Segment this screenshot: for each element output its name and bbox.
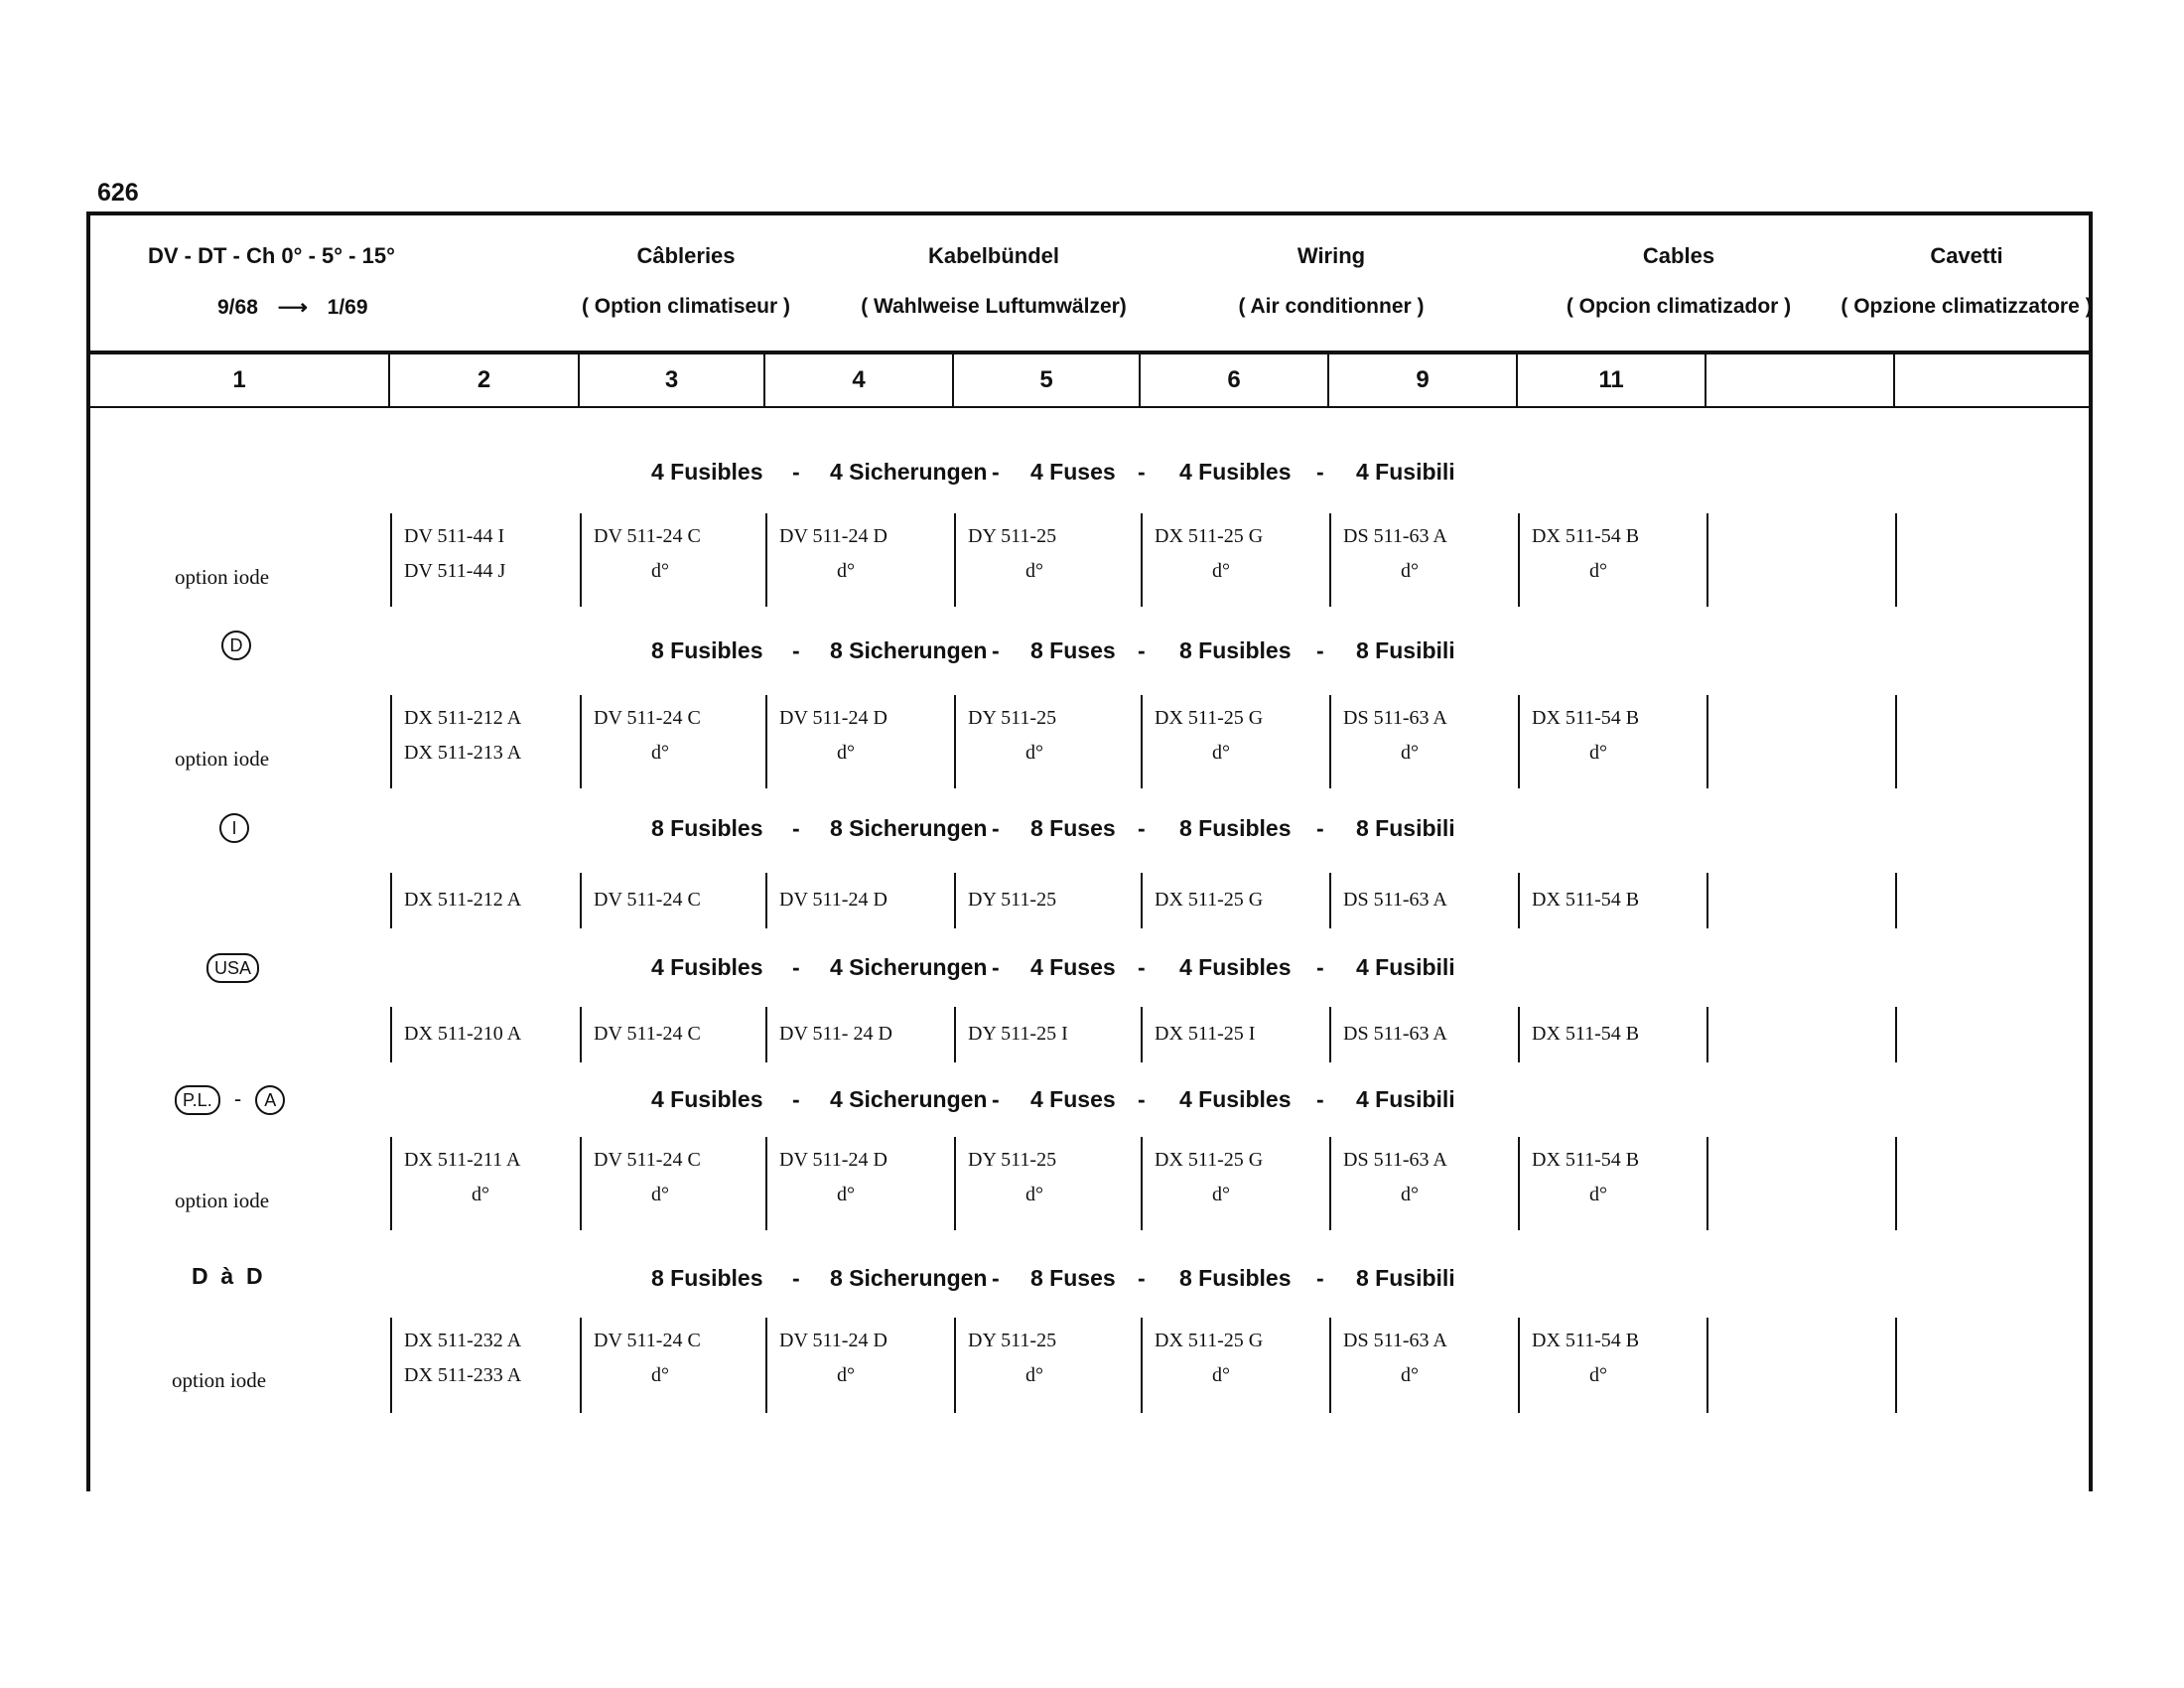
part-number: DX 511-54 B	[1532, 707, 1640, 729]
column-divider	[1895, 1007, 1897, 1062]
ditto-mark: d°	[1401, 742, 1419, 764]
ditto-mark: d°	[837, 742, 855, 764]
part-cell	[1141, 513, 1329, 607]
part-cell	[580, 1137, 765, 1230]
part-number: DY 511-25	[968, 1330, 1057, 1351]
column-number: 3	[580, 354, 765, 406]
column-number: 5	[954, 354, 1141, 406]
part-number: DS 511-63 A	[1343, 1149, 1447, 1171]
part-cell	[765, 695, 954, 788]
country-badge-d	[221, 631, 251, 660]
part-number: DX 511-25 G	[1155, 525, 1264, 547]
usa-badge-icon: USA	[206, 953, 259, 983]
ditto-mark: d°	[1025, 742, 1043, 764]
part-number: DX 511-210 A	[404, 1023, 522, 1045]
column-divider	[1895, 1318, 1897, 1413]
part-cell	[765, 1137, 954, 1230]
header-subtitle-it: ( Opzione climatizzatore )	[1841, 295, 2093, 318]
part-number: DX 511-54 B	[1532, 525, 1640, 547]
part-cell	[1329, 873, 1518, 928]
table-header	[90, 215, 2093, 354]
part-number: DV 511-24 C	[594, 707, 701, 729]
option-label: option iode	[175, 565, 270, 589]
part-cell	[580, 695, 765, 788]
period-from: 9/68	[217, 296, 258, 319]
part-cell	[1329, 1007, 1518, 1062]
header-subtitle-de: ( Wahlweise Luftumwälzer)	[861, 295, 1127, 318]
header-title-de: Kabelbündel	[927, 243, 1059, 268]
ditto-mark: d°	[1589, 560, 1607, 582]
part-cell	[765, 1007, 954, 1062]
part-number: DX 511-54 B	[1532, 889, 1640, 911]
header-subtitle-fr: ( Option climatiseur )	[581, 295, 791, 318]
ditto-mark: d°	[1401, 1184, 1419, 1205]
option-label: option iode	[175, 1189, 270, 1212]
part-cell	[580, 873, 765, 928]
country-badge-pl-a: P.L. - A	[175, 1085, 285, 1115]
part-cell	[390, 695, 580, 788]
circled-a-icon: A	[255, 1085, 285, 1115]
model-cell	[120, 215, 438, 351]
ditto-mark: d°	[651, 1184, 669, 1205]
header-col-fr	[527, 215, 845, 351]
column-divider	[1706, 513, 1708, 607]
arrow-icon: ⟶	[277, 296, 308, 319]
ditto-mark: d°	[651, 742, 669, 764]
part-cell	[1329, 1137, 1518, 1230]
part-cell	[580, 1007, 765, 1062]
part-cell	[954, 513, 1141, 607]
column-number: 9	[1329, 354, 1518, 406]
part-cell	[765, 1318, 954, 1413]
part-number: DV 511-24 D	[779, 1330, 887, 1351]
country-badge-usa	[206, 953, 259, 983]
part-number: DX 511-25 I	[1155, 1023, 1256, 1045]
part-number: DX 511-25 G	[1155, 707, 1264, 729]
column-divider	[1895, 513, 1897, 607]
part-number: DV 511-44 J	[404, 560, 506, 582]
part-number: DY 511-25 I	[968, 1023, 1068, 1045]
part-number: DV 511-24 C	[594, 1023, 701, 1045]
part-number: DS 511-63 A	[1343, 1023, 1447, 1045]
period-label	[217, 295, 535, 320]
circled-d-icon: D	[221, 631, 251, 660]
ditto-mark: d°	[1025, 560, 1043, 582]
column-divider	[1706, 695, 1708, 788]
part-number: DV 511- 24 D	[779, 1023, 892, 1045]
part-cell	[954, 695, 1141, 788]
part-number: DS 511-63 A	[1343, 525, 1447, 547]
header-col-it	[1798, 215, 2135, 351]
part-number: DX 511-25 G	[1155, 1330, 1264, 1351]
ditto-mark: d°	[1025, 1364, 1043, 1386]
ditto-mark: d°	[1025, 1184, 1043, 1205]
ditto-mark: d°	[1589, 1184, 1607, 1205]
part-cell	[765, 513, 954, 607]
ditto-mark: d°	[1212, 1184, 1230, 1205]
column-number: 11	[1518, 354, 1706, 406]
ditto-mark: d°	[1589, 742, 1607, 764]
period-to: 1/69	[327, 296, 368, 319]
column-divider	[1895, 695, 1897, 788]
header-title-fr: Câbleries	[636, 243, 736, 268]
part-number: DV 511-24 C	[594, 889, 701, 911]
part-number: DX 511-232 A	[404, 1330, 522, 1351]
circled-i-icon: I	[219, 813, 249, 843]
part-cell	[1518, 1137, 1706, 1230]
page-number: 626	[97, 179, 139, 207]
column-divider	[1706, 873, 1708, 928]
part-cell	[954, 1137, 1141, 1230]
ditto-mark: d°	[651, 1364, 669, 1386]
part-number: DS 511-63 A	[1343, 1330, 1447, 1351]
part-number: DX 511-25 G	[1155, 889, 1264, 911]
part-number: DX 511-213 A	[404, 742, 522, 764]
part-cell	[390, 873, 580, 928]
part-cell	[1518, 695, 1706, 788]
part-number: DX 511-54 B	[1532, 1149, 1640, 1171]
header-col-de	[815, 215, 1172, 351]
header-subtitle-es: ( Opcion climatizador )	[1566, 295, 1792, 318]
header-title-es: Cables	[1642, 243, 1715, 268]
part-number: DS 511-63 A	[1343, 889, 1447, 911]
column-number	[1706, 354, 1895, 406]
part-cell	[1329, 513, 1518, 607]
part-number: DX 511-233 A	[404, 1364, 522, 1386]
part-cell	[1329, 695, 1518, 788]
column-number-bar	[90, 354, 2089, 408]
part-cell	[580, 1318, 765, 1413]
part-number: DV 511-24 D	[779, 707, 887, 729]
ditto-mark: d°	[1212, 1364, 1230, 1386]
part-cell	[1518, 513, 1706, 607]
part-number: DY 511-25	[968, 889, 1057, 911]
part-cell	[954, 873, 1141, 928]
ditto-mark: d°	[472, 1184, 489, 1205]
column-divider	[1895, 873, 1897, 928]
ditto-mark: d°	[1212, 560, 1230, 582]
model-label: DV - DT - Ch 0° - 5° - 15°	[148, 243, 395, 268]
part-number: DV 511-24 C	[594, 525, 701, 547]
ditto-mark: d°	[837, 1364, 855, 1386]
column-number: 4	[765, 354, 954, 406]
part-cell	[390, 513, 580, 607]
ditto-mark: d°	[837, 1184, 855, 1205]
header-col-en	[1172, 215, 1490, 351]
part-cell	[390, 1137, 580, 1230]
part-number: DY 511-25	[968, 707, 1057, 729]
part-cell	[954, 1318, 1141, 1413]
part-cell	[1518, 1318, 1706, 1413]
part-cell	[390, 1318, 580, 1413]
ditto-mark: d°	[1212, 742, 1230, 764]
part-number: DX 511-212 A	[404, 707, 522, 729]
parts-table: DV - DT - Ch 0° - 5° - 15° 9/68 ⟶ 1/69 Câbleries ( Option climatiseur ) Kabelbündel ( Wahlweise Luftumwälzer) Wiring ( Air conditionner ) Cables ( Opcion climatizador ) Cavetti ( Opzione climatizzatore ) 1 2 3 4 5 6 9 11 4 Fusibles - 4 Sicherungen - 4 Fuses - 4 Fusibles - 4 Fusibili 8 Fusibles - 8 Sicherungen - 8 Fuses - 8 Fusibles - 8 Fusibili 8 Fusibles - 8 Sicherungen - 8 Fuses - 8 Fusibles - 8 Fusibili 4 Fusibles - 4 Sicherungen - 4 Fuses - 4 Fusibles - 4 Fusibili 4 Fusibles - 4 Sicherungen - 4 Fuses - 4 Fusibles - 4 Fusibili 8 Fusibles - 8 Sicherungen - 8 Fuses - 8 Fusibles - 8 Fusibili option iode D option iode I USA P.L. - A option iode D à D option iode DV 511-44 I DV 511-44 J DV 511-24 C d° DV 511-24 D d° DY 511-25 d° DX 511-25 G d° DS 511-63 A d° DX 511-54 B d° DX 511-212 A DX 511-213 A DV 511-24 C d° DV 511-24 D d° DY 511-25 d° DX 511-25 G d° DS 511-63 A d° DX 511-54 B d° DX 511-212 A DV 511-24 C DV 511-24 D DY 511-25 DX 511-25 G DS 511-63 A DX 511-54 B DX 511-210 A DV 511-24 C DV 511- 24 D DY 511-25 I DX 511-25 I DS 511-63 A DX 511-54 B DX 511-211 A d° DV 511-24 C d° DV 511-24 D d° DY 511-25 d° DX 511-25 G d° DS 511-63 A d° DX 511-54 B d° DX 511-232 A DX 511-233 A DV 511-24 C d° DV 511-24 D d° DY 511-25 d° DX 511-25 G d° DS 511-63 A d° DX 511-54 B d°	[86, 211, 2093, 1491]
part-number: DV 511-44 I	[404, 525, 505, 547]
header-subtitle-en: ( Air conditionner )	[1238, 295, 1425, 318]
part-number: DX 511-54 B	[1532, 1023, 1640, 1045]
part-cell	[1141, 1007, 1329, 1062]
country-badge-i	[219, 813, 249, 843]
part-number: DY 511-25	[968, 525, 1057, 547]
part-cell	[1141, 1137, 1329, 1230]
part-number: DY 511-25	[968, 1149, 1057, 1171]
part-number: DS 511-63 A	[1343, 707, 1447, 729]
part-cell	[1518, 873, 1706, 928]
part-number: DX 511-25 G	[1155, 1149, 1264, 1171]
part-cell	[580, 513, 765, 607]
part-number: DV 511-24 D	[779, 889, 887, 911]
part-cell	[1141, 1318, 1329, 1413]
d-a-d-label: D à D	[192, 1263, 263, 1289]
ditto-mark: d°	[1401, 1364, 1419, 1386]
column-number	[1895, 354, 2085, 406]
column-divider	[1895, 1137, 1897, 1230]
part-number: DV 511-24 D	[779, 525, 887, 547]
option-label: option iode	[172, 1368, 267, 1392]
column-number: 6	[1141, 354, 1329, 406]
part-cell	[1329, 1318, 1518, 1413]
ditto-mark: d°	[1401, 560, 1419, 582]
part-cell	[1141, 695, 1329, 788]
ditto-mark: d°	[1589, 1364, 1607, 1386]
part-number: DX 511-212 A	[404, 889, 522, 911]
ditto-mark: d°	[837, 560, 855, 582]
header-title-it: Cavetti	[1930, 243, 2003, 268]
part-number: DV 511-24 C	[594, 1330, 701, 1351]
header-title-en: Wiring	[1297, 243, 1366, 268]
column-number: 2	[390, 354, 580, 406]
part-cell	[765, 873, 954, 928]
column-number: 1	[90, 354, 390, 406]
part-cell	[954, 1007, 1141, 1062]
part-cell	[390, 1007, 580, 1062]
part-number: DX 511-211 A	[404, 1149, 521, 1171]
part-cell	[1518, 1007, 1706, 1062]
column-divider	[1706, 1007, 1708, 1062]
part-number: DV 511-24 C	[594, 1149, 701, 1171]
ditto-mark: d°	[651, 560, 669, 582]
option-label: option iode	[175, 747, 270, 771]
part-number: DV 511-24 D	[779, 1149, 887, 1171]
column-divider	[1706, 1318, 1708, 1413]
part-cell	[1141, 873, 1329, 928]
pl-badge-icon: P.L.	[175, 1085, 220, 1115]
part-number: DX 511-54 B	[1532, 1330, 1640, 1351]
column-divider	[1706, 1137, 1708, 1230]
